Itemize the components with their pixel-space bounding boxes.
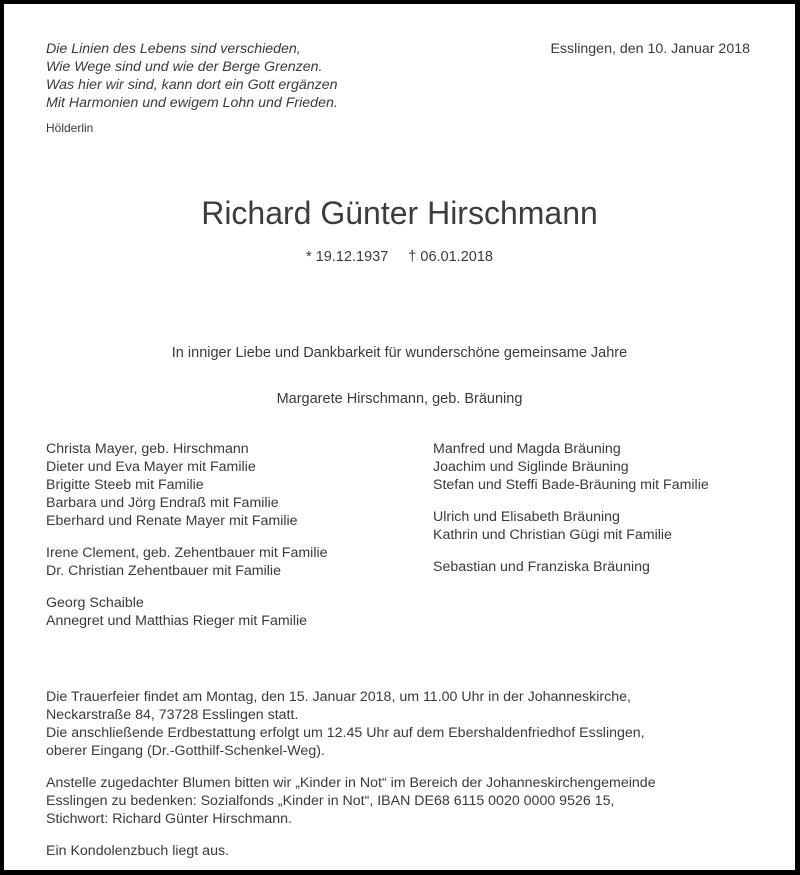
info-line: Anstelle zugedachter Blumen bitten wir „Kinder in Not“ im Bereich der Johanneskirchengemeinde [46,775,656,791]
mourner: Irene Clement, geb. Zehentbauer mit Familie [46,545,328,561]
poem-line: Die Linien des Lebens sind verschieden, [46,41,301,57]
mourner-group [46,594,328,630]
mourner-group [46,440,328,530]
mourner-group [433,440,709,494]
mourner: Eberhard und Renate Mayer mit Familie [46,513,298,529]
info-line: Die anschließende Erdbestattung erfolgt um 12.45 Uhr auf dem Ebershaldenfriedhof Esslingen, [46,725,645,741]
mourner: Ulrich und Elisabeth Bräuning [433,509,620,525]
poem-line: Was hier wir sind, kann dort ein Gott ergänzen [46,77,338,93]
mourner-group [433,508,709,544]
donation-note [46,774,656,828]
funeral-details [46,688,656,760]
mourner-group [46,544,328,580]
poem-author: Hölderlin [46,121,94,135]
mourners-left-column [46,440,328,644]
mourner: Annegret und Matthias Rieger mit Familie [46,613,308,629]
mourner-group [433,558,709,576]
mourner: Brigitte Steeb mit Familie [46,477,204,493]
life-dates [4,249,795,265]
birth-date: * 19.12.1937 [306,249,389,265]
dedication: In inniger Liebe und Dankbarkeit für wunderschöne gemeinsame Jahre [171,345,628,361]
mourner: Stefan und Steffi Bade-Bräuning mit Familie [433,477,709,493]
mourner: Georg Schaible [46,595,144,611]
death-date: † 06.01.2018 [408,249,493,265]
obituary-page [4,4,795,870]
funeral-info [46,688,656,874]
mourner: Christa Mayer, geb. Hirschmann [46,441,249,457]
poem-line: Wie Wege sind und wie der Berge Grenzen. [46,59,323,75]
info-line: Esslingen zu bedenken: Sozialfonds „Kinder in Not“, IBAN DE68 6115 0020 0000 9526 15, [46,793,615,809]
place-date: Esslingen, den 10. Januar 2018 [550,41,750,57]
mourner: Sebastian und Franziska Bräuning [433,559,650,575]
mourners-right-column [433,440,709,590]
poem [46,40,338,112]
mourner: Barbara und Jörg Endraß mit Familie [46,495,279,511]
mourner: Dr. Christian Zehentbauer mit Familie [46,563,281,579]
info-line: Stichwort: Richard Günter Hirschmann. [46,811,293,827]
poem-line: Mit Harmonien und ewigem Lohn und Frieden. [46,95,338,111]
widow-name: Margarete Hirschmann, geb. Bräuning [276,391,523,407]
info-line: Ein Kondolenzbuch liegt aus. [46,843,229,859]
info-line: Die Trauerfeier findet am Montag, den 15. Januar 2018, um 11.00 Uhr in der Johanneskirche, [46,689,631,705]
info-line: oberer Eingang (Dr.-Gotthilf-Schenkel-Weg). [46,743,325,759]
mourner: Kathrin und Christian Gügi mit Familie [433,527,672,543]
deceased-name: Richard Günter Hirschmann [201,195,598,231]
mourner: Joachim und Siglinde Bräuning [433,459,629,475]
mourner: Dieter und Eva Mayer mit Familie [46,459,256,475]
mourner: Manfred und Magda Bräuning [433,441,621,457]
info-line: Neckarstraße 84, 73728 Esslingen statt. [46,707,299,723]
condolence-note [46,842,656,860]
